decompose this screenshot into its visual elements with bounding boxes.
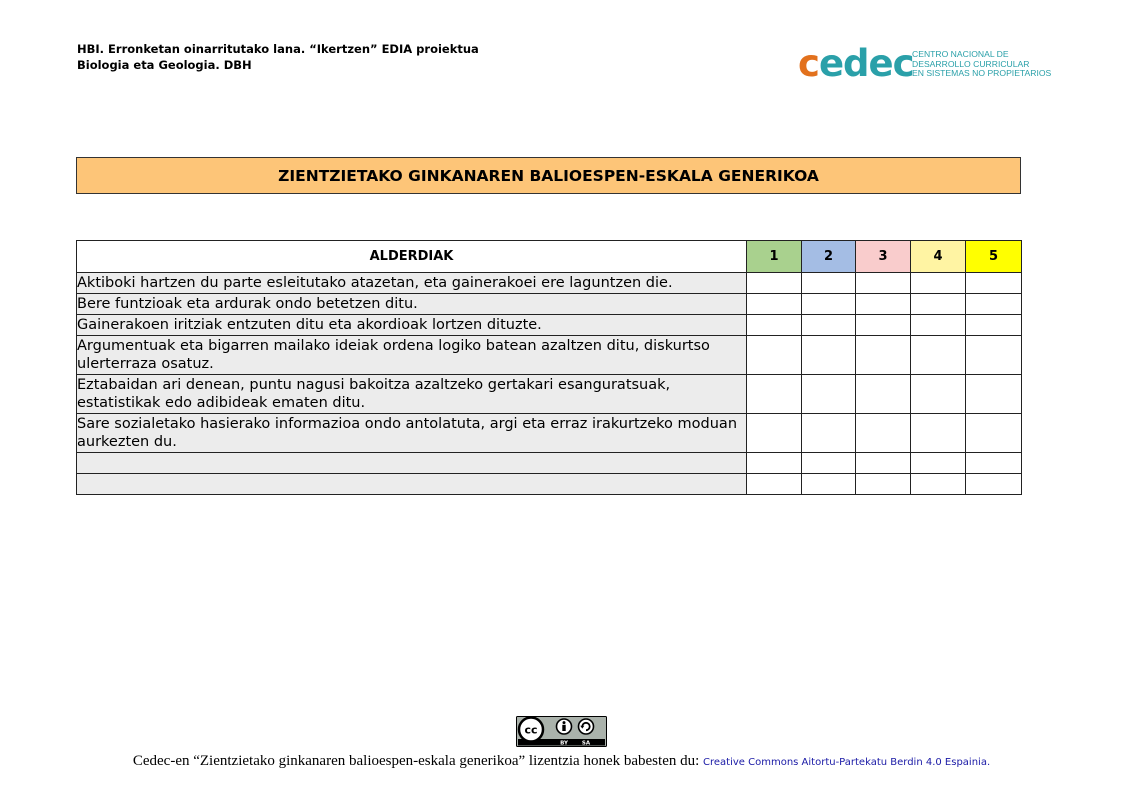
aspect-cell[interactable] xyxy=(77,474,747,495)
aspect-cell: Sare sozialetako hasierako informazioa ondo antolatuta, argi eta erraz irakurtzeko moduan aurkezten du. xyxy=(77,414,747,453)
score-cell[interactable] xyxy=(856,336,911,375)
table-row xyxy=(77,375,1022,414)
score-cell[interactable] xyxy=(747,315,802,336)
score-cell[interactable] xyxy=(911,414,966,453)
score-cell[interactable] xyxy=(966,375,1022,414)
score-cell[interactable] xyxy=(802,315,856,336)
header-line-2: Biologia eta Geologia. DBH xyxy=(77,58,252,72)
score-cell[interactable] xyxy=(911,273,966,294)
table-header-row xyxy=(77,241,1022,273)
score-cell[interactable] xyxy=(747,474,802,495)
footer-text: Cedec-en “Zientzietako ginkanaren balioespen-eskala generikoa” lizentzia honek babesten du: xyxy=(132,753,704,769)
level-header: 4 xyxy=(911,241,966,273)
table-row xyxy=(77,414,1022,453)
level-header: 5 xyxy=(966,241,1022,273)
logo-word-first: c xyxy=(798,42,819,85)
score-cell[interactable] xyxy=(856,474,911,495)
document-header xyxy=(77,41,479,73)
score-cell[interactable] xyxy=(747,336,802,375)
cc-by-label: BY xyxy=(560,740,568,747)
table-row xyxy=(77,273,1022,294)
score-cell[interactable] xyxy=(966,294,1022,315)
score-cell[interactable] xyxy=(802,336,856,375)
score-cell[interactable] xyxy=(911,453,966,474)
logo-sub-line-3: EN SISTEMAS NO PROPIETARIOS xyxy=(912,68,1052,79)
page-title: ZIENTZIETAKO GINKANAREN BALIOESPEN-ESKALA GENERIKOA xyxy=(76,157,1021,194)
score-cell[interactable] xyxy=(966,453,1022,474)
score-cell[interactable] xyxy=(966,315,1022,336)
aspect-cell: Gainerakoen iritziak entzuten ditu eta akordioak lortzen dituzte. xyxy=(77,315,747,336)
aspects-header: ALDERDIAK xyxy=(77,241,747,273)
license-link[interactable]: Creative Commons Aitortu-Partekatu Berdin 4.0 Espainia. xyxy=(703,757,991,768)
score-cell[interactable] xyxy=(966,474,1022,495)
score-cell[interactable] xyxy=(856,273,911,294)
score-cell[interactable] xyxy=(747,453,802,474)
table-row xyxy=(77,294,1022,315)
score-cell[interactable] xyxy=(747,294,802,315)
score-cell[interactable] xyxy=(966,336,1022,375)
score-cell[interactable] xyxy=(747,414,802,453)
score-cell[interactable] xyxy=(802,453,856,474)
rating-scale-table xyxy=(76,240,1022,495)
level-header: 2 xyxy=(802,241,856,273)
score-cell[interactable] xyxy=(856,375,911,414)
logo-sub-line-2: DESARROLLO CURRICULAR xyxy=(912,58,1030,69)
score-cell[interactable] xyxy=(911,375,966,414)
svg-text:cc: cc xyxy=(524,723,538,737)
cc-sa-label: SA xyxy=(581,740,591,747)
score-cell[interactable] xyxy=(856,315,911,336)
aspect-cell[interactable] xyxy=(77,453,747,474)
table-row xyxy=(77,315,1022,336)
table-row xyxy=(77,453,1022,474)
logo-subtitle xyxy=(912,50,1052,79)
share-alike-icon xyxy=(579,719,594,734)
score-cell[interactable] xyxy=(911,294,966,315)
aspect-cell: Eztabaidan ari denean, puntu nagusi bakoitza azaltzeko gertakari esanguratsuak, estatistikak edo adibideak ematen ditu. xyxy=(77,375,747,414)
score-cell[interactable] xyxy=(802,294,856,315)
score-cell[interactable] xyxy=(802,414,856,453)
table-row xyxy=(77,474,1022,495)
score-cell[interactable] xyxy=(966,273,1022,294)
aspect-cell: Aktiboki hartzen du parte esleitutako atazetan, eta gainerakoei ere laguntzen die. xyxy=(77,273,747,294)
cc-by-sa-badge[interactable] xyxy=(516,716,607,747)
score-cell[interactable] xyxy=(747,375,802,414)
score-cell[interactable] xyxy=(856,414,911,453)
score-cell[interactable] xyxy=(911,336,966,375)
level-header: 3 xyxy=(856,241,911,273)
logo-sub-line-1: CENTRO NACIONAL DE xyxy=(912,49,1009,59)
license-footer xyxy=(0,753,1123,770)
score-cell[interactable] xyxy=(911,315,966,336)
score-cell[interactable] xyxy=(856,453,911,474)
logo-word xyxy=(798,44,914,84)
score-cell[interactable] xyxy=(966,414,1022,453)
score-cell[interactable] xyxy=(911,474,966,495)
score-cell[interactable] xyxy=(802,474,856,495)
level-header: 1 xyxy=(747,241,802,273)
aspect-cell: Bere funtzioak eta ardurak ondo betetzen ditu. xyxy=(77,294,747,315)
score-cell[interactable] xyxy=(802,273,856,294)
score-cell[interactable] xyxy=(802,375,856,414)
header-line-1: HBI. Erronketan oinarritutako lana. “Ikertzen” EDIA proiektua xyxy=(77,42,479,56)
logo-word-rest: edec xyxy=(818,42,914,85)
table-row xyxy=(77,336,1022,375)
aspect-cell: Argumentuak eta bigarren mailako ideiak ordena logiko batean azaltzen ditu, diskurtso ulerterraza osatuz. xyxy=(77,336,747,375)
score-cell[interactable] xyxy=(856,294,911,315)
score-cell[interactable] xyxy=(747,273,802,294)
